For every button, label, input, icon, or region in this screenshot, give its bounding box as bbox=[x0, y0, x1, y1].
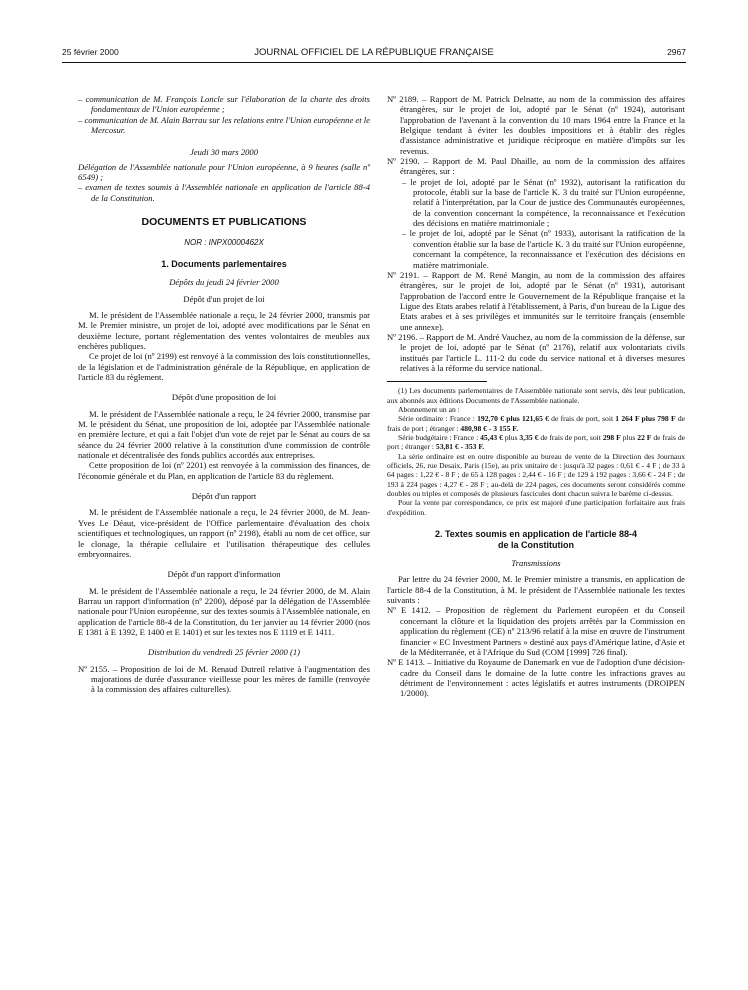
page-number: 2967 bbox=[667, 47, 686, 57]
agenda-item: – communication de M. François Loncle sur l'élaboration de la charte des droits fondamentaux de l'Union européenne ; bbox=[78, 94, 370, 115]
depots-date: Dépôts du jeudi 24 février 2000 bbox=[169, 277, 279, 288]
page-header bbox=[62, 47, 686, 61]
footnote-price-line: Série ordinaire : France : 192,70 € plus 121,65 € de frais de port, soit 1 264 F plus 798 F de frais de port ; étranger : 480,98 € - 3 155 F. bbox=[387, 414, 685, 433]
document-entry: Nº 2191. – Rapport de M. René Mangin, au nom de la commission des affaires étrangères, sur le projet de loi, adopté par le Sénat (nº 1931), autorisant l'approbation de l'accord entre le Gouvernement de la République française et la Ligue des Etats arabes relatif à l'établissement, à Paris, d'un bureau de la Ligue des Etats arabes et à ses privilèges et immunités sur le territoire français (ensemble une annexe). bbox=[387, 269, 685, 332]
footnote-text: La série ordinaire est en outre disponible au bureau de vente de la Direction des Journaux officiels, 26, rue Desaix, Paris (15e), au prix unitaire de : jusqu'à 32 pages : 0,61 € - 4 F ; de 33 à 64 pages : 1,22 € - 8 F ; de 65 à 128 pages : 2,44 € - 16 F ; de 129 à 192 pages : 3,66 € - 24 F ; de 193 à 224 pages : 4,27 € - 28 F ; au-delà de 224 pages, ces documents seront considérés comme doubles ou triples et composés de plusieurs fascicules dont chacun suivra le barème ci-dessus. bbox=[387, 451, 685, 499]
footnote-text: Pour la vente par correspondance, ce prix est majoré d'une participation forfaitaire aux frais d'expédition. bbox=[387, 498, 685, 517]
document-entry: Nº 2190. – Rapport de M. Paul Dhaille, au nom de la commission des affaires étrangères, sur : bbox=[387, 156, 685, 177]
right-column bbox=[387, 94, 685, 699]
footnote-text: Abonnement un an : bbox=[398, 404, 460, 414]
agenda-meeting: Délégation de l'Assemblée nationale pour l'Union européenne, à 9 heures (salle nº 6549) ; bbox=[78, 161, 370, 183]
paragraph: M. le président de l'Assemblée nationale a reçu, le 24 février 2000, transmise par M. le président du Sénat, une proposition de loi, adoptée par l'Assemblée nationale en première lecture, et qui a fait l'objet d'un vote de rejet par le Sénat au cours de sa séance du 24 février 2000 relative à la constitution d'une commission de contrôle nationale et décentralisée des fonds publics accordés aux entreprises. bbox=[78, 408, 370, 461]
document-entry: Nº 2155. – Proposition de loi de M. Renaud Dutreil relative à l'augmentation des majorations de durée d'assurance vieillesse pour les mères de famille (renvoyée à la commission des affaires culturelles). bbox=[78, 663, 370, 695]
footnote bbox=[387, 386, 685, 517]
nor-value: INPX0000462X bbox=[208, 238, 264, 248]
document-subentry: – le projet de loi, adopté par le Sénat (nº 1932), autorisant la ratification du protocole, établi sur la base de l'article K. 3 du traité sur l'Union européenne, relatif à l'interprétation, par la Cour de justice des Communautés européennes, de la convention concernant la compétence, la reconnaissance et l'exécution des décisions en matière matrimoniale ; bbox=[402, 176, 685, 229]
distribution-date: Distribution du vendredi 25 février 2000 (1) bbox=[148, 647, 300, 658]
entry-heading: Dépôt d'un rapport d'information bbox=[167, 569, 281, 580]
document-entry: Nº 2189. – Rapport de M. Patrick Delnatte, au nom de la commission des affaires étrangères, sur le projet de loi, adopté par le Sénat (nº 1924), autorisant l'approbation de l'avenant à la convention du 10 mars 1964 entre la France et la Belgique tendant à éviter les doubles impositions et à établir des règles d'assistance administrative et juridique réciproque en matière d'impôts sur les revenus. bbox=[387, 94, 685, 156]
paragraph: M. le président de l'Assemblée nationale a reçu, le 24 février 2000, transmis par M. le Premier ministre, un projet de loi, adopté avec modifications par le Sénat en deuxième lecture, portant réglementation des ventes volontaires de meubles aux enchères publiques. bbox=[78, 309, 370, 351]
agenda-date: Jeudi 30 mars 2000 bbox=[189, 147, 259, 158]
footnote-price-line: Série budgétaire : France : 45,43 € plus 3,35 € de frais de port, soit 298 F plus 22 F de frais de port ; étranger : 53,81 € - 353 F. bbox=[387, 433, 686, 452]
agenda-item: – communication de M. Alain Barrau sur les relations entre l'Union européenne et le Mercosur. bbox=[78, 114, 370, 136]
paragraph: Cette proposition de loi (nº 2201) est renvoyée à la commission des finances, de l'économie générale et du Plan, en application de l'article 83 du règlement. bbox=[78, 460, 370, 481]
footnote-text: (1) Les documents parlementaires de l'Assemblée nationale sont servis, dès leur publication, aux abonnés aux éditions Documents de l'Assemblée nationale. bbox=[387, 386, 685, 405]
paragraph: Par lettre du 24 février 2000, M. le Premier ministre a transmis, en application de l'article 88-4 de la Constitution, à M. le président de l'Assemblée nationale les textes suivants : bbox=[387, 574, 685, 606]
subsection-heading: 2. Textes soumis en application de l'article 88-4 de la Constitution bbox=[434, 529, 638, 550]
nor-reference: NOR : INPX0000462X bbox=[184, 238, 264, 248]
agenda-item: – examen de textes soumis à l'Assemblée nationale en application de l'article 88-4 de la Constitution. bbox=[78, 182, 370, 203]
subsection-heading: 1. Documents parlementaires bbox=[161, 258, 287, 269]
document-entry: Nº E 1413. – Initiative du Royaume de Danemark en vue de l'adoption d'une décision-cadre du Conseil dans le domaine de la lutte contre les infractions graves au détriment de l'environnement : actes législatifs et autres instruments (DROIPEN 1/2000). bbox=[387, 657, 685, 699]
paragraph: M. le président de l'Assemblée nationale a reçu, le 24 février 2000, de M. Jean-Yves Le Déaut, vice-président de l'Office parlementaire d'évaluation des choix scientifiques et technologiques, un rapport (nº 2198), établi au nom de cet office, sur le clonage, la thérapie cellulaire et l'utilisation thérapeutique des cellules embryonnaires. bbox=[78, 507, 370, 559]
footnote-rule bbox=[387, 381, 487, 382]
paragraph: Ce projet de loi (nº 2199) est renvoyé à la commission des lois constitutionnelles, de la législation et de l'administration générale de la République, en application de l'article 83 du règlement. bbox=[78, 351, 370, 383]
document-subentry: – le projet de loi, adopté par le Sénat (nº 1933), autorisant la ratification de la convention établie sur la base de l'article K. 3 du traité sur l'Union européenne, concernant la compétence, la reconnaissance et l'exécution des décisions en matière matrimoniale. bbox=[402, 228, 685, 270]
entry-heading: Dépôt d'un projet de loi bbox=[183, 293, 265, 304]
transmissions-heading: Transmissions bbox=[511, 558, 561, 569]
journal-title: JOURNAL OFFICIEL DE LA RÉPUBLIQUE FRANÇAISE bbox=[254, 47, 494, 58]
entry-heading: Dépôt d'une proposition de loi bbox=[171, 392, 277, 403]
section-heading: DOCUMENTS ET PUBLICATIONS bbox=[141, 216, 307, 229]
header-rule bbox=[62, 62, 686, 63]
document-entry: Nº 2196. – Rapport de M. André Vauchez, au nom de la commission de la défense, sur le projet de loi, adopté par le Sénat (nº 2176), relatif aux volontariats civils institués par l'article L. 111-2 du code du service national et à diverses mesures relatives à la réforme du service national. bbox=[387, 331, 685, 373]
document-entry: Nº E 1412. – Proposition de règlement du Parlement européen et du Conseil concernant la clôture et la liquidation des projets arrêtés par la Commission en application du règlement (CE) nº 213/96 relatif à la mise en œuvre de l'instrument financier « EC Investment Partners » destiné aux pays d'Amérique latine, d'Asie et de la Méditerranée, et à l'Afrique du Sud (COM [1999] 726 final). bbox=[387, 605, 685, 657]
header-date: 25 février 2000 bbox=[62, 47, 119, 57]
left-column bbox=[78, 94, 370, 695]
paragraph: M. le président de l'Assemblée nationale a reçu, le 24 février 2000, de M. Alain Barrau un rapport d'information (nº 2200), déposé par la délégation de l'Assemblée nationale pour l'Union européenne, sur des textes soumis à l'Assemblée nationale, en application de l'article 88-4 de la Constitution, du 1er janvier au 14 février 2000 (nos E 1381 à E 1392, E 1400 et E 1401) et sur les textes nos E 1119 et E 1411. bbox=[78, 585, 370, 637]
entry-heading: Dépôt d'un rapport bbox=[191, 491, 257, 502]
